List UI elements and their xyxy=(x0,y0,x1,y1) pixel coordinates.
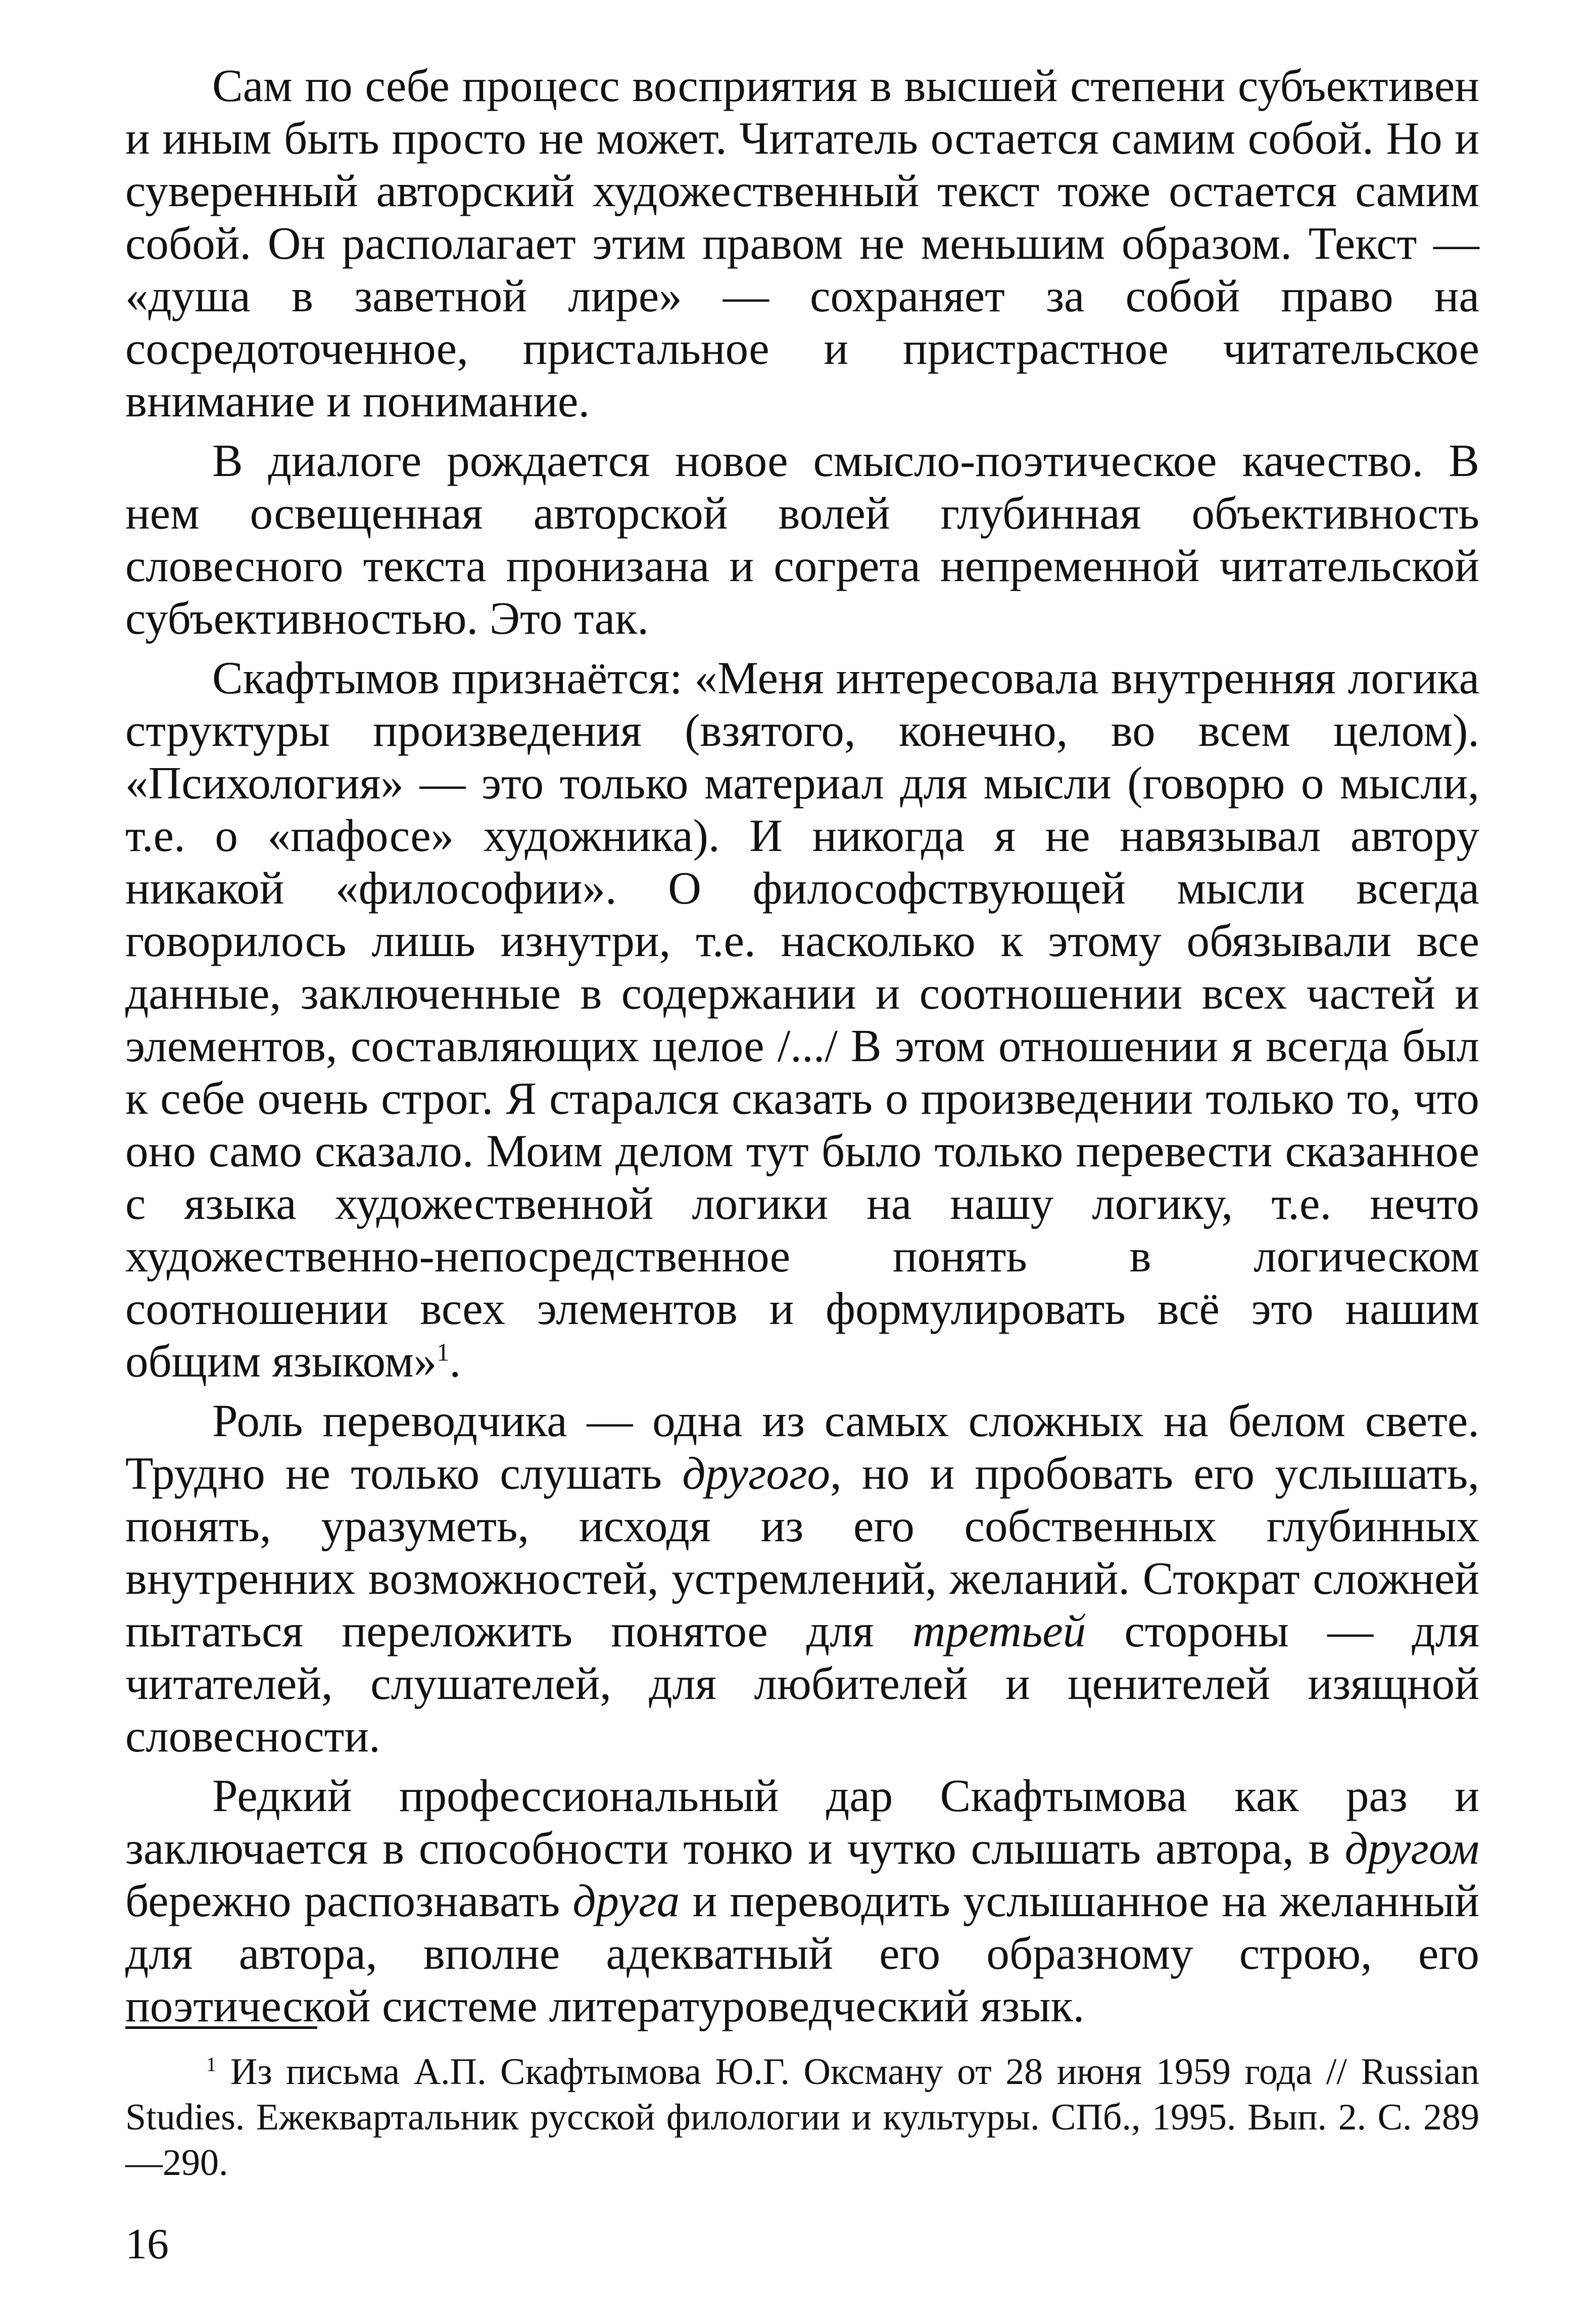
paragraph-4-italic-2: третьей xyxy=(912,1605,1086,1656)
paragraph-4-part-e: стороны — для читателей, слушателей, для любителей и ценителей изящной словесности. xyxy=(125,1605,1479,1762)
paragraph-5-italic-2: друга xyxy=(572,1875,680,1926)
page-body xyxy=(125,60,1479,2032)
paragraph-4-part-a: Роль переводчика — одна из самых сложных на белом свете. Трудно не только слушать xyxy=(125,1395,1479,1499)
paragraph-5-italic-1: другом xyxy=(1344,1823,1479,1874)
footnote-text: Из письма А.П. Скафтымова Ю.Г. Оксману от 28 июня 1959 года // Russian Studies. Ежеквартальник русской филологии и культуры. СПб., 1995. Вып. 2. С. 289—290. xyxy=(125,2051,1479,2184)
paragraph-3-end: . xyxy=(449,1336,461,1387)
paragraph-3-text: Скафтымов признаётся: «Меня интересовала внутренняя логика структуры произведения (взятого, конечно, во всем целом). «Психология» — это только материал для мысли (говорю о мысли, т.е. о «пафосе» художника). И никогда я не навязывал автору никакой «философии». О философствующей мысли всегда говорилось лишь изнутри, т.е. насколько к этому обязывали все данные, заключенные в содержании и соотношении всех частей и элементов, составляющих целое /.../ В этом отношении я всегда был к себе очень строг. Я старался сказать о произведении только то, что оно само сказало. Моим делом тут было только перевести сказанное с языка художественной логики на нашу логику, т.е. нечто художественно-непосредственное понять в логическом соотношении всех элементов и формулировать всё это нашим общим языком» xyxy=(125,652,1479,1387)
paragraph-5-part-e: и переводить услышанное на желанный для автора, вполне адекватный его образному строю, его поэтической системе литературоведческий язык. xyxy=(125,1875,1479,2031)
footnote-1 xyxy=(125,2049,1479,2186)
paragraph-2: В диалоге рождается новое смысло-поэтическое качество. В нем освещенная авторской волей глубинная объективность словесного текста пронизана и согрета непременной читательской субъективностью. Это так. xyxy=(125,435,1479,644)
footnote-divider xyxy=(125,2026,317,2029)
footnote-marker: 1 xyxy=(206,2053,217,2076)
paragraph-5 xyxy=(125,1770,1479,2032)
paragraph-5-part-c: бережно распознавать xyxy=(125,1875,573,1926)
paragraph-4-part-c: , но и пробовать его услышать, понять, уразуметь, исходя из его собственных глубинных внутренних возможностей, устремлений, желаний. Стократ сложней пытаться переложить понятое для xyxy=(125,1448,1479,1656)
main-text xyxy=(125,60,1479,2032)
footnote-reference[interactable]: 1 xyxy=(437,1338,450,1366)
footnotes xyxy=(125,2049,1479,2186)
page-number: 16 xyxy=(125,2219,169,2268)
paragraph-1: Сам по себе процесс восприятия в высшей степени субъективен и иным быть просто не может. Читатель остается самим собой. Но и суверенный авторский художественный текст тоже остается самим собой. Он располагает этим правом не меньшим образом. Текст — «душа в заветной лире» — сохраняет за собой право на сосредоточенное, пристальное и пристрастное читательское внимание и понимание. xyxy=(125,60,1479,426)
paragraph-5-part-a: Редкий профессиональный дар Скафтымова как раз и заключается в способности тонко и чутко слышать автора, в xyxy=(125,1770,1479,1874)
paragraph-3 xyxy=(125,652,1479,1388)
paragraph-4-italic-1: другого xyxy=(682,1448,831,1499)
paragraph-4 xyxy=(125,1395,1479,1763)
